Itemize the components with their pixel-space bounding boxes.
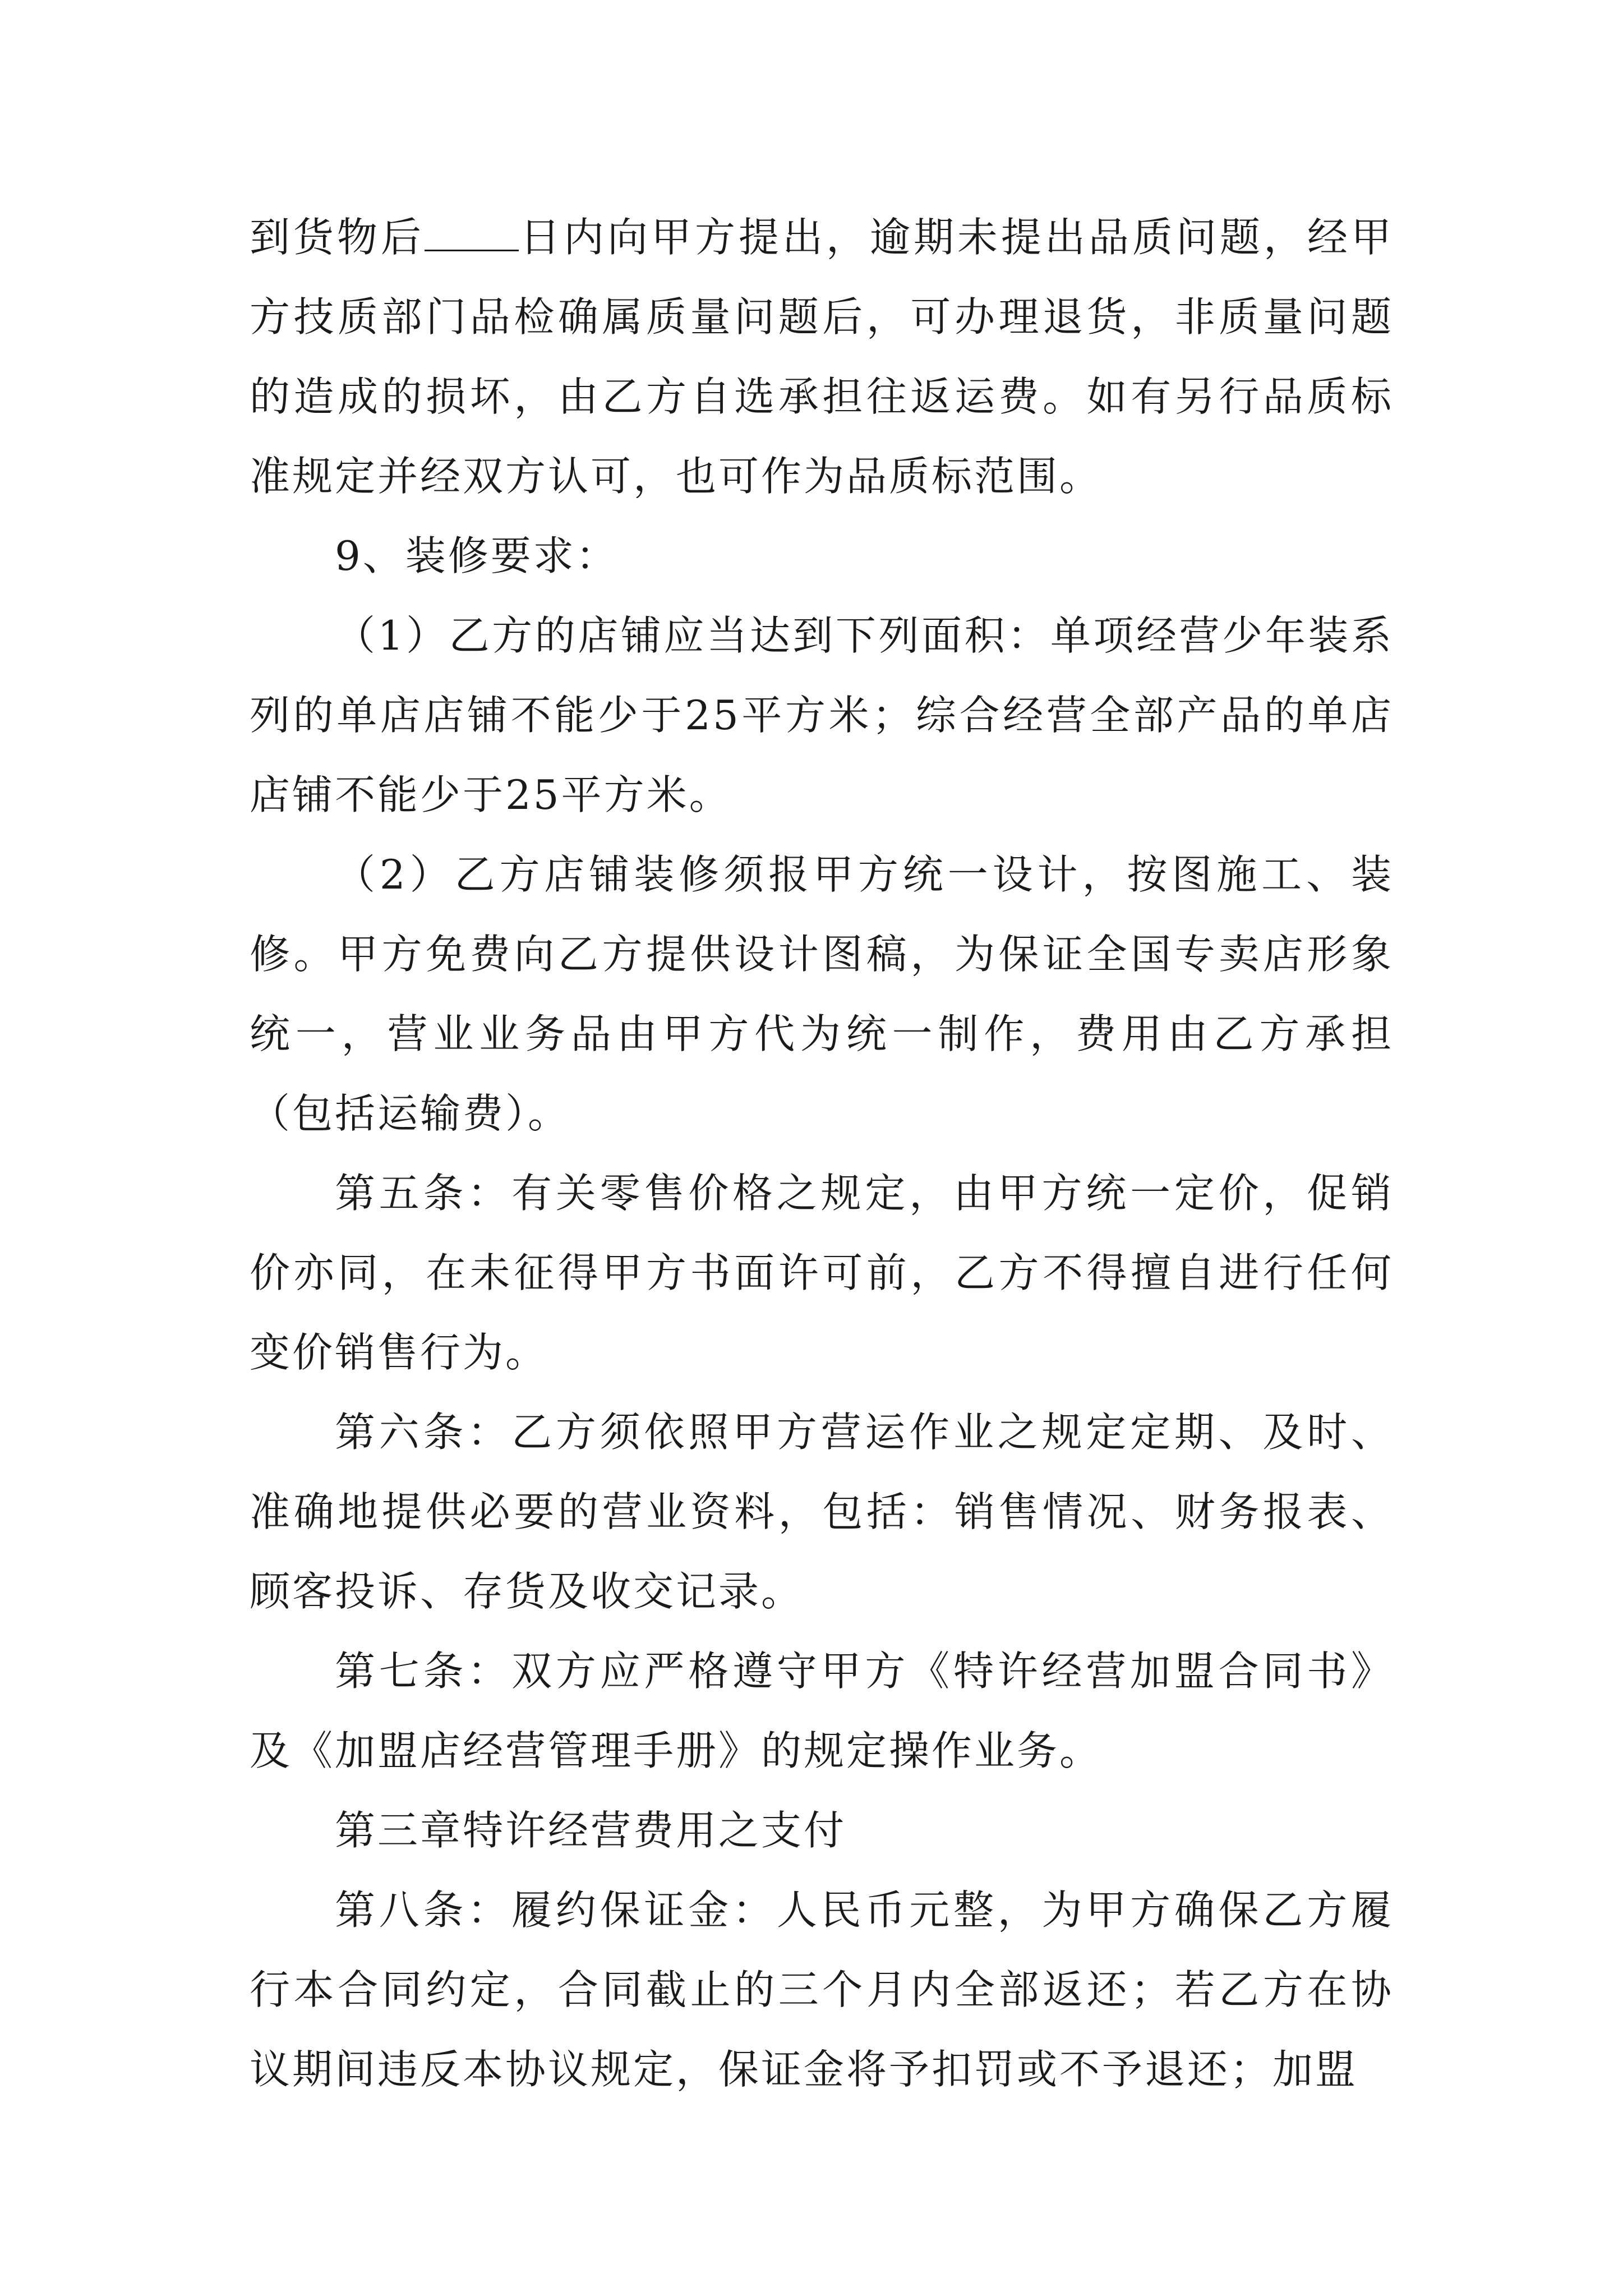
- document-body: [250, 197, 1394, 2109]
- paragraph-decoration-heading: 9、装修要求：: [335, 532, 619, 579]
- paragraph-quality-return: [250, 197, 1394, 516]
- paragraph-article-6: 第六条：乙方须依照甲方营运作业之规定定期、及时、准确地提供必要的营业资料，包括：销售情况、财务报表、顾客投诉、存货及收交记录。: [250, 1409, 1394, 1615]
- paragraph-article-8: 第八条：履约保证金：人民币元整，为甲方确保乙方履行本合同约定，合同截止的三个月内全部返还；若乙方在协议期间违反本协议规定，保证金将予扣罚或不予退还；加盟: [250, 1887, 1394, 2093]
- paragraph-text: 日内向甲方提出，逾期未提出品质问题，经甲方技质部门品检确属质量问题后，可办理退货，非质量问题的造成的损坏，由乙方自选承担往返运费。如有另行品质标准规定并经双方认可，也可作为品质标范围。: [250, 214, 1394, 500]
- fill-in-blank: [425, 216, 519, 251]
- chapter-heading: 第三章特许经营费用之支付: [335, 1807, 847, 1854]
- paragraph-article-7: 第七条：双方应严格遵守甲方《特许经营加盟合同书》及《加盟店经营管理手册》的规定操作业务。: [250, 1648, 1394, 1774]
- paragraph-store-design: （2）乙方店铺装修须报甲方统一设计，按图施工、装修。甲方免费向乙方提供设计图稿，为保证全国专卖店形象统一，营业业务品由甲方代为统一制作，费用由乙方承担（包括运输费）。: [250, 851, 1394, 1137]
- paragraph-store-area: （1）乙方的店铺应当达到下列面积：单项经营少年装系列的单店店铺不能少于25平方米；综合经营全部产品的单店店铺不能少于25平方米。: [250, 612, 1394, 818]
- paragraph-article-5: 第五条：有关零售价格之规定，由甲方统一定价，促销价亦同，在未征得甲方书面许可前，乙方不得擅自进行任何变价销售行为。: [250, 1170, 1394, 1376]
- paragraph-text: 到货物后: [250, 214, 425, 261]
